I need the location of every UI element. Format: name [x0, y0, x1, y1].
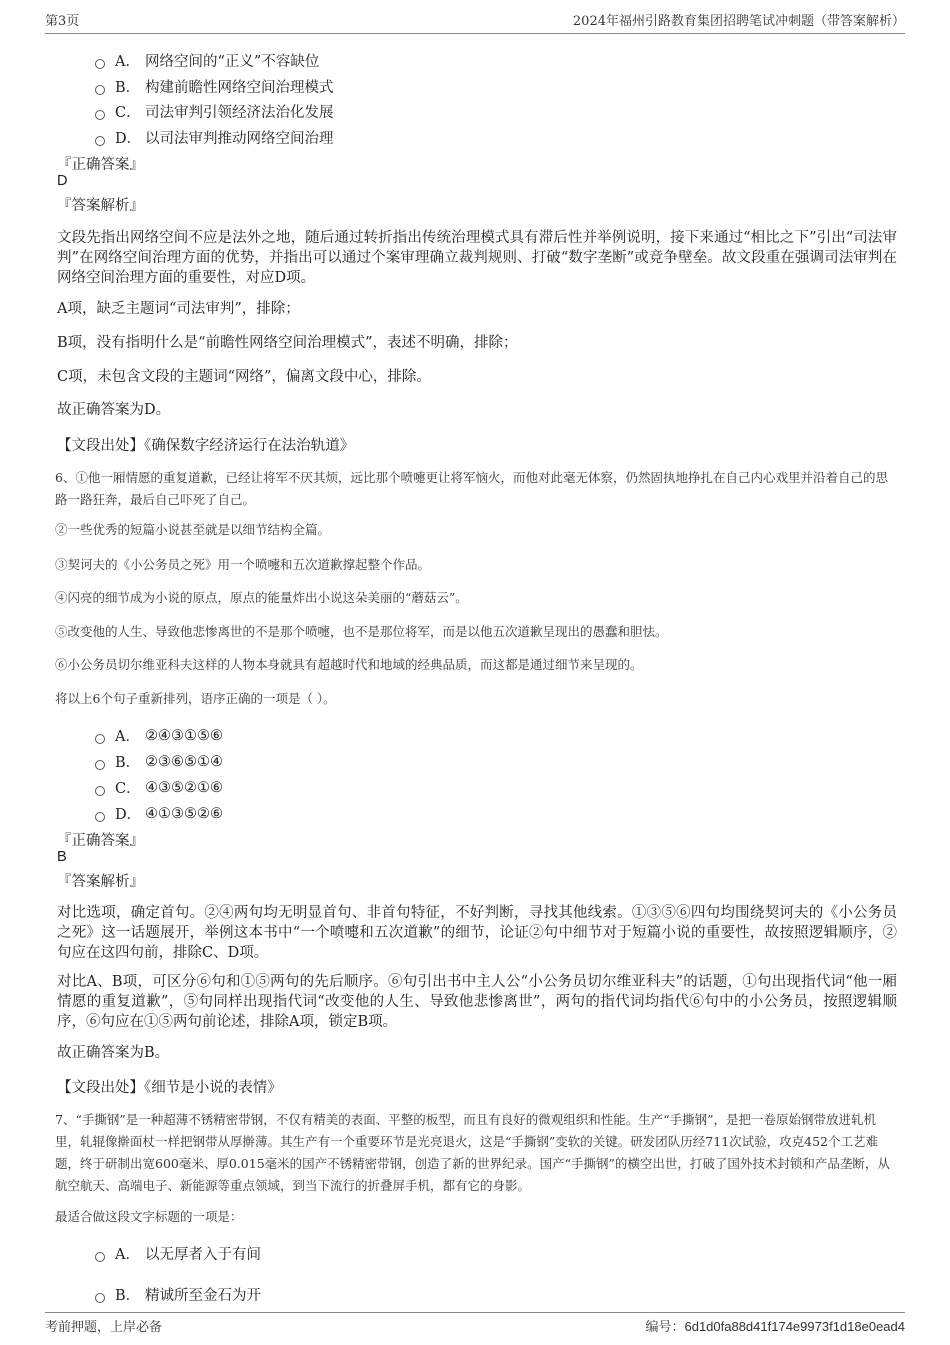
footer-slogan: 考前押题，上岸必备	[45, 1320, 163, 1335]
document-id-label: 编号：	[645, 1320, 685, 1335]
q6-analysis-paragraph: 对比选项，确定首句。②④两句均无明显首句、非首句特征，不好判断，寻找其他线索。①③⑤⑥四句均围绕契诃夫的《小公务员之死》这一话题展开，举例这本书中“一个喷嚏和五次道歉”的细节，论证②句中细节对于短篇小说的重要性，故按照逻辑顺序，②句应在这四句前，排除C、D项。	[57, 905, 897, 961]
document-id	[645, 1316, 905, 1335]
q6-option-a[interactable]: A． ②④③①⑤⑥	[95, 725, 223, 746]
document-id-value: 6d1d0fa88d41f174e9973f1d18e0ead4	[684, 1319, 905, 1334]
q5-analysis-paragraph: B项，没有指明什么是“前瞻性网络空间治理模式”，表述不明确，排除；	[57, 335, 518, 351]
q6-analysis-label: 『答案解析』	[57, 874, 144, 890]
page-header	[45, 10, 905, 34]
page-number: 第3页	[45, 14, 80, 29]
q5-option-d[interactable]: D． 以司法审判推动网络空间治理	[95, 127, 334, 148]
q6-answer-label: 『正确答案』	[57, 833, 144, 849]
q6-stem-line: ⑥小公务员切尔维亚科夫这样的人物本身就具有超越时代和地域的经典品质，而这都是通过细节来呈现的。	[55, 657, 643, 672]
q7-option-b[interactable]: B． 精诚所至金石为开	[95, 1284, 261, 1305]
q5-answer-label: 『正确答案』	[57, 157, 144, 173]
q5-answer: D	[57, 173, 68, 189]
radio-icon[interactable]	[95, 734, 105, 744]
q6-source: 【文段出处】《细节是小说的表情》	[57, 1080, 282, 1096]
radio-icon[interactable]	[95, 760, 105, 770]
q7-stem: 7、“手撕钢”是一种超薄不锈精密带钢，不仅有精美的表面、平整的板型，而且有良好的微观组织和性能。生产“手撕钢”，是把一卷原始钢带放进轧机里，轧辊像擀面杖一样把钢带从厚擀薄。其生产有一个重要环节是光亮退火，这是“手撕钢”变软的关键。研发团队历经711次试验，攻克452个工艺难题，终于研制出宽600毫米、厚0.015毫米的国产不锈精密带钢，创造了新的世界纪录。国产“手撕钢”的横空出世，打破了国外技术封锁和产品垄断，从航空航天、高端电子、新能源等重点领域，到当下流行的折叠屏手机，都有它的身影。	[55, 1112, 890, 1193]
q5-analysis-paragraph: 故正确答案为D。	[57, 402, 171, 418]
q5-analysis-paragraph: C项，未包含文段的主题词“网络”，偏离文段中心，排除。	[57, 369, 431, 385]
radio-icon[interactable]	[95, 136, 105, 146]
page-footer	[45, 1312, 905, 1335]
radio-icon[interactable]	[95, 85, 105, 95]
q6-stem-line: ④闪亮的细节成为小说的原点，原点的能量炸出小说这朵美丽的“蘑菇云”。	[55, 590, 468, 605]
q6-option-d[interactable]: D． ④①③⑤②⑥	[95, 803, 223, 824]
radio-icon[interactable]	[95, 1293, 105, 1303]
radio-icon[interactable]	[95, 812, 105, 822]
q6-stem-line: ②一些优秀的短篇小说甚至就是以细节结构全篇。	[55, 522, 331, 537]
radio-icon[interactable]	[95, 59, 105, 69]
q5-option-b[interactable]: B． 构建前瞻性网络空间治理模式	[95, 76, 334, 97]
q5-source: 【文段出处】《确保数字经济运行在法治轨道》	[57, 438, 355, 454]
q6-stem-line: ③契诃夫的《小公务员之死》用一个喷嚏和五次道歉撑起整个作品。	[55, 557, 431, 572]
radio-icon[interactable]	[95, 1252, 105, 1262]
q5-option-c[interactable]: C． 司法审判引领经济法治化发展	[95, 101, 334, 122]
q5-analysis-paragraph: A项，缺乏主题词“司法审判”，排除；	[57, 301, 300, 317]
radio-icon[interactable]	[95, 786, 105, 796]
q6-stem-line: ⑤改变他的人生、导致他悲惨离世的不是那个喷嚏，也不是那位将军，而是以他五次道歉呈现出的愚蠢和胆怯。	[55, 624, 668, 639]
q6-option-b[interactable]: B． ②③⑥⑤①④	[95, 751, 223, 772]
radio-icon[interactable]	[95, 110, 105, 120]
q6-option-c[interactable]: C． ④③⑤②①⑥	[95, 777, 223, 798]
q5-analysis-paragraph: 文段先指出网络空间不应是法外之地，随后通过转折指出传统治理模式具有滞后性并举例说明，接下来通过“相比之下”引出“司法审判”在网络空间治理方面的优势，并指出可以通过个案审理确立裁判规则、打破“数字垄断”或竞争壁垒。故文段重在强调司法审判在网络空间治理方面的重要性，对应D项。	[57, 230, 897, 286]
q6-question: 将以上6个句子重新排列，语序正确的一项是（ ）。	[55, 691, 336, 706]
q5-option-a[interactable]: A． 网络空间的“正义”不容缺位	[95, 50, 319, 71]
q7-option-a[interactable]: A． 以无厚者入于有间	[95, 1243, 261, 1264]
q6-analysis-paragraph: 对比A、B项，可区分⑥句和①⑤两句的先后顺序。⑥句引出书中主人公“小公务员切尔维亚科夫”的话题，①句出现指代词“他一厢情愿的重复道歉”，⑤句同样出现指代词“改变他的人生、导致他悲惨离世”，两句的指代词均指代⑥句中的小公务员，按照逻辑顺序，⑥句应在①⑤两句前论述，排除A项，锁定B项。	[57, 974, 897, 1030]
q6-analysis-paragraph: 故正确答案为B。	[57, 1045, 170, 1061]
q7-question: 最适合做这段文字标题的一项是：	[55, 1209, 243, 1224]
document-title: 2024年福州引路教育集团招聘笔试冲刺题（带答案解析）	[572, 14, 905, 29]
q6-answer: B	[57, 849, 67, 865]
q5-analysis-label: 『答案解析』	[57, 198, 144, 214]
q6-stem-line: 6、①他一厢情愿的重复道歉，已经让将军不厌其烦，远比那个喷嚏更让将军恼火，而他对此毫无体察，仍然固执地挣扎在自己内心戏里并沿着自己的思路一路狂奔，最后自己吓死了自己。	[55, 470, 888, 507]
